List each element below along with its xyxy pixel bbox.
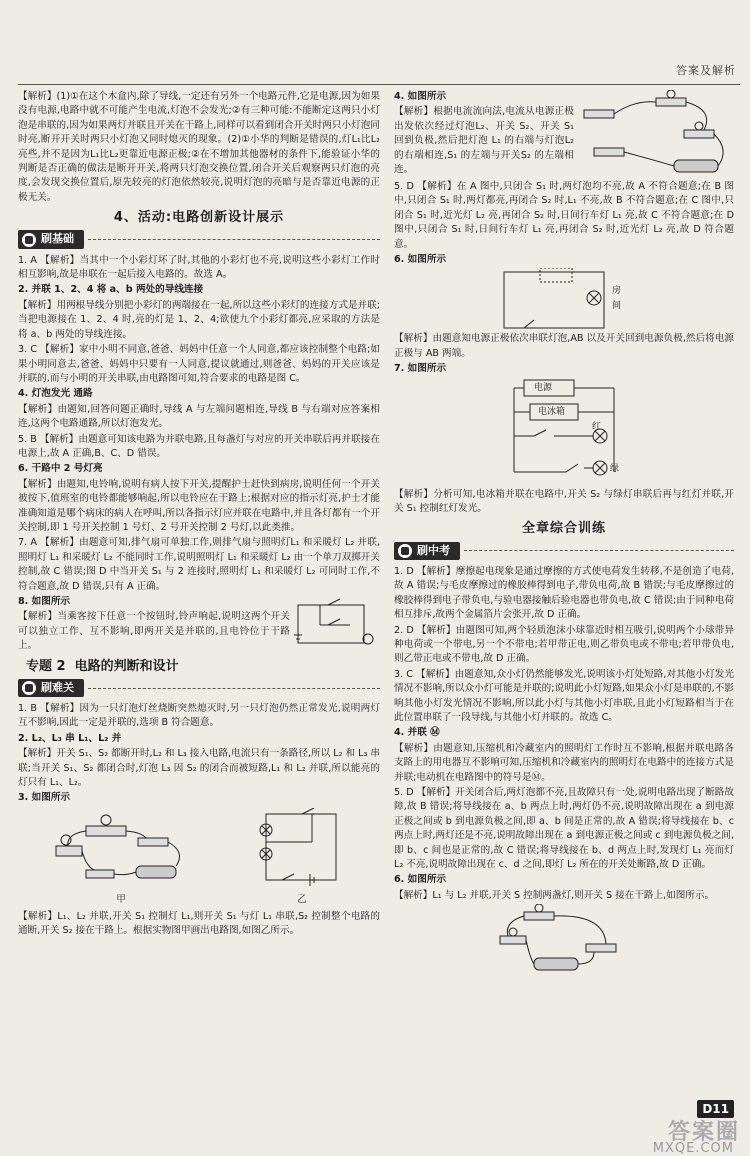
answer-explanation: 【解析】分析可知,电冰箱并联在电路中,开关 S₂ 与绿灯串联后再与红灯并联,开关 S₁ 控制红灯发光。 [394,488,734,515]
analysis-paragraph: 【解析】(1)①在这个木盒内,除了导线,一定还有另外一个电路元件,它是电源,因为如果没有电源,电路中就不可能产生电流,灯泡不会发光;②有三种可能:不能断定这两只小灯泡是串联的,因为如果两灯并联且开关在干路上,同样可以看到闭合开关时两只小灯泡同时亮,断开开关时两只小灯泡又同时熄灭的现象。(2)①小华的判断是错误的,灯L₁比L₂亮些,并不是因为L₁比L₂更靠近电源正极;②在不增加其他器材的条件下,能验证小华的判断是否正确的做法是断开开关,将两只灯泡交换位置,闭合开关后观察两只灯泡的亮度,会发现交换位置后,原先较亮的灯泡依然较亮,说明灯泡的亮暗与是否靠近电源的正极无关。 [18,91,380,203]
r7-fridge-circuit [394,378,624,488]
topic-heading [26,660,380,674]
answer-item: 1. B 【解析】因为一只灯泡灯丝烧断突然熄灭时,另一只灯泡仍然正常发光,说明两灯互不影响,因此一定是并联的,选项 B 符合题意。 [18,703,380,729]
answer-item: 5. B 【解析】由题意可知该电路为并联电路,且每盏灯与对应的开关串联后再并联接在电源上,故 A 正确,B、C、D 错误。 [18,433,380,459]
r6-figure [394,268,734,332]
answer-item: 3. C 【解析】由题意知,众小灯仍然能够发光,说明该小灯处短路,对其他小灯发光情况不影响,所以众小灯可能是并联的;说明此小灯短路,如果众小灯是串联的,不影响其他小灯发光情况不影响,所以此小灯与其他小灯串联,且此小灯短路相当于在此位置串联了一段导线,与其他小灯并联的。故选 C。 [394,668,734,723]
fridge-label: 电冰箱 [538,406,566,417]
answer-item: 2. 并联 1、2、4 将 a、b 两处的导线连接 [18,284,204,296]
answer-explanation: 【解析】由题知,电铃响,说明有病人按下开关,提醒护士赶快到病房,说明任何一个开关被按下,值班室的电铃都能够响起,所以电铃应在干路上;根据对应的指示灯亮,护士才能准确知道是哪个病床的病人在呼叫,所以各指示灯应并联在电路中,并且各灯都有一个开关控制,即 1 号开关控制 1 号灯、2 号开关控制 2 号灯,以此类推。 [18,478,380,533]
right-column [394,90,734,980]
red-lamp-label: 红 [592,421,602,432]
answer-item: 6. 如图所示 [394,874,447,886]
figure-yi [252,808,352,908]
z6-physical-circuit [494,904,634,974]
topic-number: 专题 2 [26,658,66,674]
page-number: D11 [697,1100,734,1118]
answer-explanation: 【解析】用两根导线分别把小彩灯的两端接在一起,所以这些小彩灯的连接方式是并联;当把电源接在 1、2、4 时,亮的灯是 1、2、4;欲使九个小彩灯都亮,应采取的方法是将 a、b 两处的导线连接。 [18,299,380,340]
answer-item: 6. 如图所示 [394,254,447,266]
answer-item: 4. 并联 Ⓜ [394,727,440,739]
book-icon [22,681,36,695]
banner-tag [18,679,84,697]
r4-physical-circuit [574,90,734,180]
answer-item: 5. D 【解析】在 A 图中,只闭合 S₁ 时,两灯泡均不亮,故 A 不符合题意;在 B 图中,只闭合 S₁ 时,两灯都亮,再闭合 S₂ 时,L₁ 不亮,故 B 不符合题意;在 C 图中,只闭合 S₁ 时,近光灯 L₂ 亮,再闭合 S₂ 时,日间行车灯 L₁ 亮,故 C 不符合题意;在 D 图中,只闭合 S₁ 时,日间行车灯 L₁ 亮,再闭合 S₂ 时,近光灯 L₂ 亮,故 D 符合题意。 [394,181,734,250]
q8-block [18,595,380,655]
banner-tag [18,230,84,248]
watermark-logo: 答案圈 [667,1120,740,1145]
header-answer-label: 答案及解析 [676,64,736,77]
answer-explanation: 【解析】由题意知,压缩机和冷藏室内的照明灯工作时互不影响,根据并联电路各支路上的用电器互不影响可知,压缩机和冷藏室内的照明灯在电路中的连接方式是并联;电动机在电路图中的符号是Ⓜ。 [394,742,734,783]
banner-hard [18,678,380,698]
answer-item: 1. D 【解析】摩擦起电现象是通过摩擦的方式使电荷发生转移,不是创造了电荷,故 A 错误;与毛皮摩擦过的橡胶棒得到电子,带负电荷,故 B 错误;与毛皮摩擦过的橡胶棒得到电子带负电,与验电器接触后验电器也带负电,故 C 错误;由于同种电荷相互排斥,故两个金属箔片会张开,故 D 正确。 [394,565,734,621]
answer-explanation: 【解析】由题知,回答问题正确时,导线 A 与左端问题相连,导线 B 与右端对应答案相连,这两个电路通路,所以灯泡发光。 [18,403,380,430]
banner-label: 刷中考 [417,543,450,557]
answer-item: 2. D 【解析】由题图可知,两个轻质泡沫小球靠近时相互吸引,说明两个小球带异种电荷或一个带电,另一个不带电;若甲带正电,则乙带负电或不带电;若甲带负电,则乙带正电或不带电,故 D 正确。 [394,624,734,665]
answer-item: 4. 灯泡发光 通路 [18,388,93,400]
answer-item: 6. 干路中 2 号灯亮 [18,463,103,475]
header-rule [18,84,740,85]
r4-block [394,90,734,180]
banner-label: 刷基础 [41,232,74,246]
watermark-url: MXQE.COM [652,1141,734,1156]
answer-explanation: 【解析】L₁ 与 L₂ 并联,开关 S 控制两盏灯,则开关 S 接在干路上,如图所示。 [394,889,715,901]
h3-figures [18,808,380,908]
chapter-title: 全章综合训练 [521,521,606,537]
answer-explanation: 【解析】L₁、L₂ 并联,开关 S₁ 控制灯 L₁,则开关 S₁ 与灯 L₁ 串联,S₂ 控制整个电路的通断,开关 S₂ 接在干路上。根据实物图甲画出电路图,如图乙所示。 [18,910,380,937]
r7-figure [394,378,734,488]
banner-tag [394,542,460,560]
answer-explanation: 【解析】由题意知电源正极依次串联灯泡,AB 以及开关回到电源负极,然后将电源正极与 AB 两端。 [394,333,734,359]
banner-label: 刷难关 [41,680,74,694]
banner-divider [88,239,380,240]
answer-item: 3. C 【解析】家中小明不同意,爸爸、妈妈中任意一个人同意,都应该控制整个电路;如果小明同意去,爸爸、妈妈中只要有一人同意,提议就通过,则爸爸、妈妈的开关应该是并联的,而与小明的开关串联,由电路图可知,符合要求的电路是图 C。 [18,344,380,384]
figure-jia [46,808,196,908]
answer-item: 3. 如图所示 [18,792,71,804]
answer-item: 4. 如图所示 [394,91,447,102]
answer-item: 8. 如图所示 [18,596,71,607]
green-lamp-label: 绿 [610,463,620,474]
topic-name: 电路的判断和设计 [74,658,179,674]
banner-basic [18,230,380,250]
banner-exam [394,541,734,561]
answer-explanation: 【解析】开关 S₁、S₂ 都断开时,L₂ 和 L₃ 接入电路,电流只有一条路径,所以 L₂ 和 L₃ 串联;当开关 S₁、S₂ 都闭合时,灯泡 L₃ 因 S₂ 的闭合而被短路,L₁ 和 L₂ 并联,所以能亮的灯只有 L₁、L₂。 [18,748,380,789]
power-label: 电源 [534,382,553,393]
answer-item: 7. 如图所示 [394,363,447,375]
r6-room-circuit [394,268,624,332]
left-column [18,90,380,940]
section-title: 4、活动:电路创新设计展示 [113,210,285,226]
schematic-circuit-diagram [252,808,352,888]
answer-explanation: 【解析】根据电流流向法,电流从电源正极出发依次经过灯泡L₂、开关 S₂、开关 S₁ 回到负极,然后把灯泡 L₁ 的右端与灯泡L₂ 的右端相连,S₁ 的左端与开关S₂ 的左端相连。 [394,106,574,176]
figure-label-yi: 乙 [297,894,307,906]
book-icon [398,544,412,558]
banner-divider [88,688,380,689]
answer-explanation: 【解析】当乘客按下任意一个按钮时,铃声响起,说明这两个开关可以独立工作、互不影响,即两开关是并联的,且电铃位于干路上。 [18,611,290,652]
figure-label-jia: 甲 [116,894,126,906]
bell-circuit-diagram [290,595,380,653]
physical-circuit-diagram [46,808,196,888]
answer-item: 2. L₂、L₃ 串 L₁、L₂ 并 [18,732,122,744]
room-label: 房间 [612,286,622,311]
answer-item: 5. D 【解析】开关闭合后,两灯泡都不亮,且故障只有一处,说明电路出现了断路故障,故 B 错误;将导线接在 a、b 两点上时,两灯仍不亮,说明故障出现在 a 到电源正极之间或 b 到电源负极之间,即 a、b 间是正常的,故 A 错误;将导线接在 b、c 两点上时,两灯还是不亮,说明故障出现在 a 到电源正极之间或 c 到电源负极之间,即 b、c 间也是正常的,故 C 错误;将导线接在 b、d 两点上时,发现灯 L₁ 亮而灯 L₂ 不亮,说明故障出现在 c、d 之间,即灯 L₂ 所在的开关处断路,故 D 正确。 [394,786,734,870]
book-icon [22,233,36,247]
answer-item: 7. A 【解析】由题意可知,排气扇可单独工作,则排气扇与照明灯L₁ 和采暖灯 L₂ 并联,照明灯 L₁ 和采暖灯 L₂ 不能同时工作,说明照明灯 L₁ 和采暖灯 L₂ 由一个单刀双掷开关控制,故 C 错误;图 D 中当开关 S₁ 与 2 连接时,照明灯 L₁ 和采暖灯 L₂ 可同时工作,不符合题意,故 D 错误,只有 A 正确。 [18,537,380,592]
banner-divider [464,550,734,551]
answer-item: 1. A 【解析】当其中一个小彩灯坏了时,其他的小彩灯也不亮,说明这些小彩灯工作时相互影响,故是串联在一起后接入电路的。故选 A。 [18,254,380,281]
